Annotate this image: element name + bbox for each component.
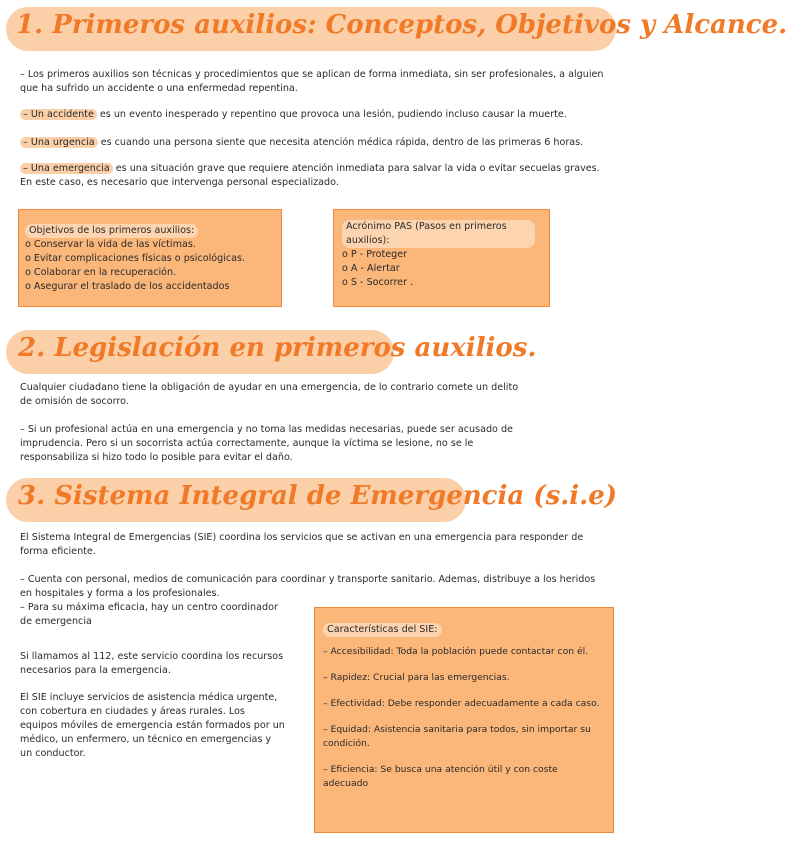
characteristic-accesibilidad: – Accesibilidad: Toda la población puede contactar con él.	[323, 646, 589, 657]
section-2-p1: Cualquier ciudadano tiene la obligación de ayudar en una emergencia, de lo contrario comete un delito de omisión de socorro.	[20, 382, 519, 407]
list-item: o Evitar complicaciones físicas o psicológicas.	[25, 253, 246, 264]
definition-emergencia: – Una emergencia es una situación grave que requiere atención inmediata para salvar la vida o evitar secuelas graves. En este caso, es necesario que intervenga personal especializado.	[20, 163, 600, 188]
objectives-list	[25, 238, 275, 294]
definition-accidente: – Un accidente es un evento inesperado y repentino que provoca una lesión, pudiendo incluso causar la muerte.	[20, 108, 616, 122]
section-3-p5: El SIE incluye servicios de asistencia médica urgente, con cobertura en ciudades y áreas rurales. Los equipos móviles de emergencia están formados por un médico, un enfermero, un técnico en emergencias y un conductor.	[20, 692, 285, 759]
section-3-title: 3. Sistema Integral de Emergencia (s.i.e)	[18, 481, 618, 511]
list-item: o Asegurar el traslado de los accidentados	[25, 281, 230, 292]
list-item: o A - Alertar	[342, 263, 400, 274]
term-highlight: – Una emergencia	[20, 163, 113, 174]
section-3-p4: Si llamamos al 112, este servicio coordina los recursos necesarios para la emergencia.	[20, 651, 284, 676]
term-highlight: – Una urgencia	[20, 137, 98, 148]
characteristics-box	[314, 607, 614, 833]
section-3-p3: – Para su máxima eficacia, hay un centro coordinador de emergencia	[20, 602, 278, 627]
list-item: o P - Proteger	[342, 249, 408, 260]
objectives-box	[18, 209, 282, 307]
section-3-p1: El Sistema Integral de Emergencias (SIE) coordina los servicios que se activan en una emergencia para responder de forma eficiente.	[20, 532, 584, 557]
definition-urgencia: – Una urgencia es cuando una persona siente que necesita atención médica rápida, dentro de las primeras 6 horas.	[20, 136, 620, 150]
section-2-title: 2. Legislación en primeros auxilios.	[18, 333, 537, 363]
list-item: o S - Socorrer .	[342, 277, 414, 288]
objectives-heading: Objetivos de los primeros auxilios:	[25, 224, 198, 238]
section-3-p2: – Cuenta con personal, medios de comunicación para coordinar y transporte sanitario. Ademas, distribuye a los heridos en hospitales y forma a los profesionales.	[20, 574, 596, 599]
characteristics-heading: Características del SIE:	[323, 623, 442, 637]
term-highlight: – Un accidente	[20, 109, 97, 120]
list-item: o Conservar la vida de las víctimas.	[25, 239, 196, 250]
pas-list	[342, 248, 541, 290]
characteristic-equidad: – Equidad: Asistencia sanitaria para todos, sin importar su condición.	[323, 724, 591, 749]
section-1-intro: – Los primeros auxilios son técnicas y procedimientos que se aplican de forma inmediata, sin ser profesionales, a alguien que ha sufrido un accidente o una enfermedad repentina.	[20, 69, 604, 94]
characteristic-efectividad: – Efectividad: Debe responder adecuadamente a cada caso.	[323, 698, 600, 709]
characteristic-eficiencia: – Eficiencia: Se busca una atención útil y con coste adecuado	[323, 764, 558, 789]
section-2-p2: – Si un profesional actúa en una emergencia y no toma las medidas necesarias, puede ser acusado de imprudencia. Pero si un socorrista actúa correctamente, aunque la víctima se lesione, no se le responsabiliza si hizo todo lo posible para evitar el daño.	[20, 424, 513, 463]
pas-heading: Acrónimo PAS (Pasos en primeros auxilios):	[342, 220, 535, 248]
list-item: o Colaborar en la recuperación.	[25, 267, 177, 278]
pas-box	[333, 209, 550, 307]
section-1-title: 1. Primeros auxilios: Conceptos, Objetivos y Alcance.	[16, 10, 787, 40]
characteristic-rapidez: – Rapidez: Crucial para las emergencias.	[323, 672, 510, 683]
